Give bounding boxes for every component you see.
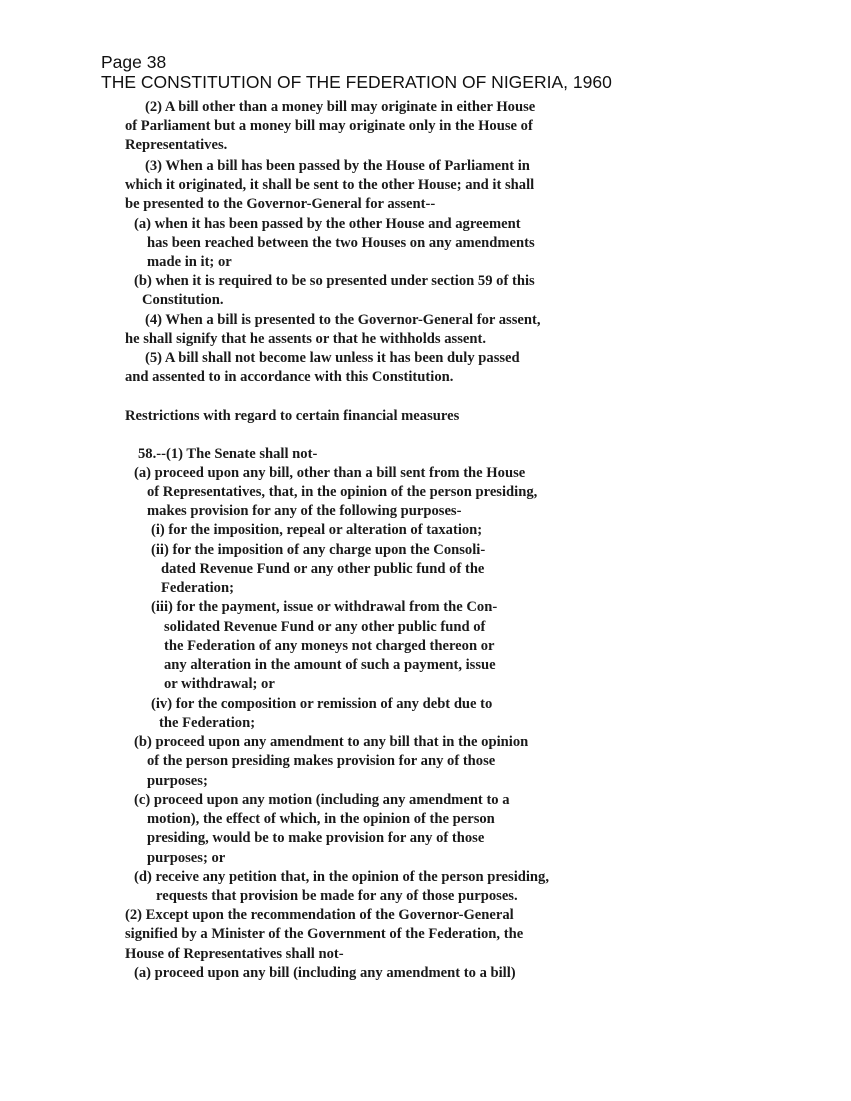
text-line: or withdrawal; or (164, 676, 275, 692)
text-line: (d) receive any petition that, in the opinion of the person presiding, (134, 869, 549, 885)
text-line: signified by a Minister of the Government of the Federation, the (125, 926, 524, 942)
text-line: (a) proceed upon any bill (including any amendment to a bill) (134, 965, 516, 981)
text-line: he shall signify that he assents or that he withholds assent. (125, 331, 486, 347)
text-line: (a) when it has been passed by the other House and agreement (134, 216, 521, 232)
text-line: has been reached between the two Houses on any amendments (147, 235, 535, 251)
text-line: purposes; (147, 773, 208, 789)
text-line: makes provision for any of the following purposes- (147, 503, 462, 519)
text-line: Federation; (161, 580, 234, 596)
text-line: (iii) for the payment, issue or withdrawal from the Con- (151, 599, 498, 615)
text-line: requests that provision be made for any of those purposes. (156, 888, 518, 904)
text-line: of Representatives, that, in the opinion of the person presiding, (147, 484, 538, 500)
text-line: 58.--(1) The Senate shall not- (138, 446, 318, 462)
text-line: (2) Except upon the recommendation of the Governor-General (125, 907, 514, 923)
text-line: (3) When a bill has been passed by the House of Parliament in (145, 158, 530, 174)
text-line: solidated Revenue Fund or any other public fund of (164, 619, 486, 635)
page-number: Page 38 (101, 52, 167, 72)
text-line: any alteration in the amount of such a payment, issue (164, 657, 496, 673)
text-line: which it originated, it shall be sent to the other House; and it shall (125, 177, 535, 193)
text-line: (a) proceed upon any bill, other than a bill sent from the House (134, 465, 526, 481)
text-line: dated Revenue Fund or any other public fund of the (161, 561, 485, 577)
text-line: and assented to in accordance with this Constitution. (125, 369, 454, 385)
text-line: (i) for the imposition, repeal or alteration of taxation; (151, 522, 483, 538)
text-line: (b) proceed upon any amendment to any bill that in the opinion (134, 734, 529, 750)
text-line: Representatives. (125, 137, 228, 153)
text-line: made in it; or (147, 254, 232, 270)
text-line: the Federation; (159, 715, 256, 731)
text-line: (5) A bill shall not become law unless it has been duly passed (145, 350, 520, 366)
text-line: House of Representatives shall not- (125, 946, 344, 962)
text-line: be presented to the Governor-General for assent-- (125, 196, 436, 212)
document-title: THE CONSTITUTION OF THE FEDERATION OF NIGERIA, 1960 (101, 72, 612, 92)
text-line: presiding, would be to make provision for any of those (147, 830, 485, 846)
text-line: of Parliament but a money bill may originate only in the House of (125, 118, 533, 134)
text-line: Constitution. (142, 292, 224, 308)
text-line: (b) when it is required to be so presented under section 59 of this (134, 273, 535, 289)
text-line: (2) A bill other than a money bill may originate in either House (145, 99, 536, 115)
text-line: purposes; or (147, 850, 226, 866)
text-line: the Federation of any moneys not charged thereon or (164, 638, 495, 654)
text-line: (ii) for the imposition of any charge upon the Consoli- (151, 542, 486, 558)
section-heading: Restrictions with regard to certain financial measures (125, 408, 460, 424)
text-line: (4) When a bill is presented to the Governor-General for assent, (145, 312, 541, 328)
text-line: (iv) for the composition or remission of any debt due to (151, 696, 493, 712)
text-line: motion), the effect of which, in the opinion of the person (147, 811, 495, 827)
text-line: of the person presiding makes provision for any of those (147, 753, 496, 769)
text-line: (c) proceed upon any motion (including any amendment to a (134, 792, 510, 808)
